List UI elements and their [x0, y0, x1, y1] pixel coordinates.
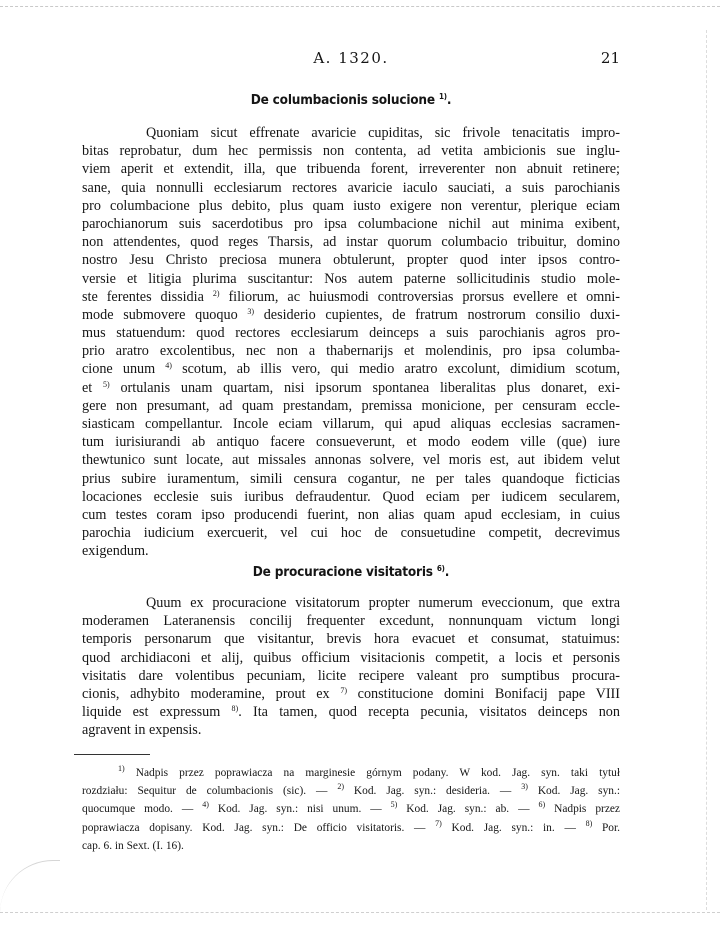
footnote-marker: 5) — [103, 379, 110, 389]
page-header — [82, 49, 620, 71]
text-line: cum testes coram ipso producendi fuerint, non alias quam apud ecclesiam, in cuius — [82, 506, 620, 523]
footnotes — [82, 765, 620, 856]
footnote-line: quocumque modo. — $^{4)}$ Kod. Jag. syn.: nisi unum. — $^{5)}$ Kod. Jag. syn.: ab. — $^{6)}$ Nadpis przez — [82, 800, 620, 816]
text-line: quod archidiaconi et alij, quibus officium visitacionis competit, a locis et personis — [82, 649, 620, 666]
text-line: exigendum. — [82, 543, 149, 560]
text-line: cione unum $^{4)}$ scotum, ab illis vero, qui medio aratro excolunt, dimidium scotum, — [82, 361, 620, 378]
footnote-marker: 7) — [340, 685, 347, 695]
text-line: viem aperit et extendit, illa, que tribuenda forent, irreverenter non abnuit retinere; — [82, 161, 620, 178]
page-number: 21 — [600, 49, 620, 67]
footnote-line: rozdziału: Sequitur de columbacionis (sic). — $^{2)}$ Kod. Jag. syn.: desideria. — $^{3)}$ Kod. Jag. syn.: — [82, 782, 621, 798]
footnote-marker: 8) — [585, 818, 593, 828]
text-line: nostro Jesu Christo preciosa munera obtulerunt, propter quod inter ipsos contro- — [82, 252, 620, 269]
text-line: et $^{5)}$ ortulanis unam quartam, nisi ipsorum spontanea liberalitas plus donaret, exi- — [82, 379, 620, 396]
text-line: sane, quia nonnulli ecclesiarum rectores avaricie iaculo sauciati, a suis parochianis — [82, 179, 620, 196]
text-line: thewtunico sunt locate, aut missales annonas solvere, vel moris est, aut ibidem velut — [82, 452, 620, 469]
footnote-line: $^{1)}$ Nadpis przez poprawiacza na marginesie górnym podany. W kod. Jag. syn. taki tytuł — [118, 764, 620, 779]
footnote-ref: 1) — [438, 92, 447, 101]
text-line: parochia iudicium exercuerit, vel cui hoc de consuetudine competit, decrevimus — [82, 525, 620, 542]
footnote-marker: 3) — [247, 306, 255, 316]
footnote-marker: 1) — [118, 764, 125, 773]
footnote-marker: 4) — [165, 361, 172, 371]
section-body-procuracione — [82, 594, 620, 740]
footnote-marker: 3) — [521, 782, 528, 792]
scan-corner-curve — [0, 860, 60, 913]
text-line: agravent in expensis. — [82, 722, 202, 739]
footnote-marker: 4) — [202, 800, 209, 810]
text-line: siasticam compellantur. Incole eciam villarum, qui apud aliquas ecclesias sacramen- — [82, 416, 620, 432]
text-line: visitatis dare volentibus pecuniam, licite recipere valeant pro sumptibus procura- — [82, 667, 620, 684]
text-line: temporis personarum que visitantur, brevis hora evacuet et consumat, statuimus: — [82, 631, 620, 648]
text-line: versie et litigia plurima suscitantur: Nos autem paterne sollicitudinis studio mole- — [82, 270, 620, 287]
text-line: mode submovere quoquo $^{3)}$ desiderio cupientes, de fratrum nostrorum consilio duxi- — [82, 306, 620, 323]
section-title-columbacionis: De columbacionis solucione $^{1)}$. — [250, 92, 452, 108]
footnote-ref: 6) — [436, 564, 445, 573]
footnote-separator — [74, 754, 150, 755]
section-title-procuracione: De procuracione visitatoris $^{6)}$. — [252, 564, 450, 580]
text-line: parochianorum suis sacerdotibus pro ipsa columbacione nichil aut minima exibent, — [82, 215, 620, 232]
section-title-text: De procuracione visitatoris — [252, 564, 433, 580]
footnote-marker: 8) — [231, 704, 239, 714]
footnote-line: poprawiacza dopisany. Kod. Jag. syn.: De officio visitatoris. — $^{7)}$ Kod. Jag. syn.: in. — $^{8)}$ Por. — [82, 818, 620, 834]
text-line: pro columbacione plus debito, plus quam iusto exigere non verentur, plerique eciam — [82, 197, 620, 214]
footnote-marker: 6) — [538, 800, 546, 810]
text-line: bitas reprobatur, dum hec permissis non contenta, ad vetita ambicionis sue inglu- — [82, 143, 620, 160]
scan-top-edge — [0, 6, 720, 7]
text-line: liquide est expressum $^{8)}$. Ita tamen, quod recepta pecunia, visitatos deinceps non — [82, 704, 620, 721]
footnote-line: cap. 6. in Sext. (I. 16). — [82, 839, 184, 852]
text-line: Quum ex procuracione visitatorum propter numerum eveccionum, que extra — [146, 595, 620, 611]
text-line: locaciones ecclesie suis iuribus defraudentur. Quod eciam per iudicem secularem, — [82, 488, 620, 505]
text-line: Quoniam sicut effrenate avaricie cupiditas, sic frivole tenacitatis impro- — [146, 125, 620, 141]
footnote-marker: 2) — [212, 288, 220, 298]
text-line: gere non presumant, ad quam prestandam, premissa monicione, per censuram eccle- — [82, 397, 620, 414]
footnote-marker: 7) — [435, 818, 442, 828]
text-line: tum iurisiurandi ab antiquo facere consueverunt, et modo eodem ville (que) iure — [82, 434, 620, 451]
scan-right-edge — [706, 30, 707, 910]
footnote-marker: 2) — [337, 782, 345, 792]
section-body-columbacionis — [82, 124, 620, 561]
scan-bottom-edge — [0, 912, 720, 913]
running-title: A. 1320. — [313, 49, 389, 67]
text-line: moderamen Lateranensis concilij frequenter excedunt, nonnunquam victum longi — [82, 613, 620, 630]
text-line: mus statuendum: quod rectores ecclesiarum deinceps a suis parochianis agros pro- — [82, 325, 620, 342]
text-line: prius subire iuramentum, simili censura cogantur, ne per tales quandoque ficticias — [82, 470, 620, 487]
footnote-marker: 5) — [390, 800, 398, 810]
text-line: ste ferentes dissidia $^{2)}$ filiorum, ac huiusmodi controversias prorsus evellere et omni- — [82, 288, 620, 305]
section-title-text: De columbacionis solucione — [250, 92, 435, 108]
text-line: cionis, adhybito moderamine, prout ex $^{7)}$ constitucione domini Bonifacij pape VIII — [82, 685, 620, 702]
text-line: prio aratro excolentibus, nec non a thabernarijs et molendinis, pro ipsa columba- — [82, 343, 620, 360]
text-line: non attendentes, quod reges Tharsis, ad instar quorum columbacio tribuitur, domino — [82, 234, 620, 251]
